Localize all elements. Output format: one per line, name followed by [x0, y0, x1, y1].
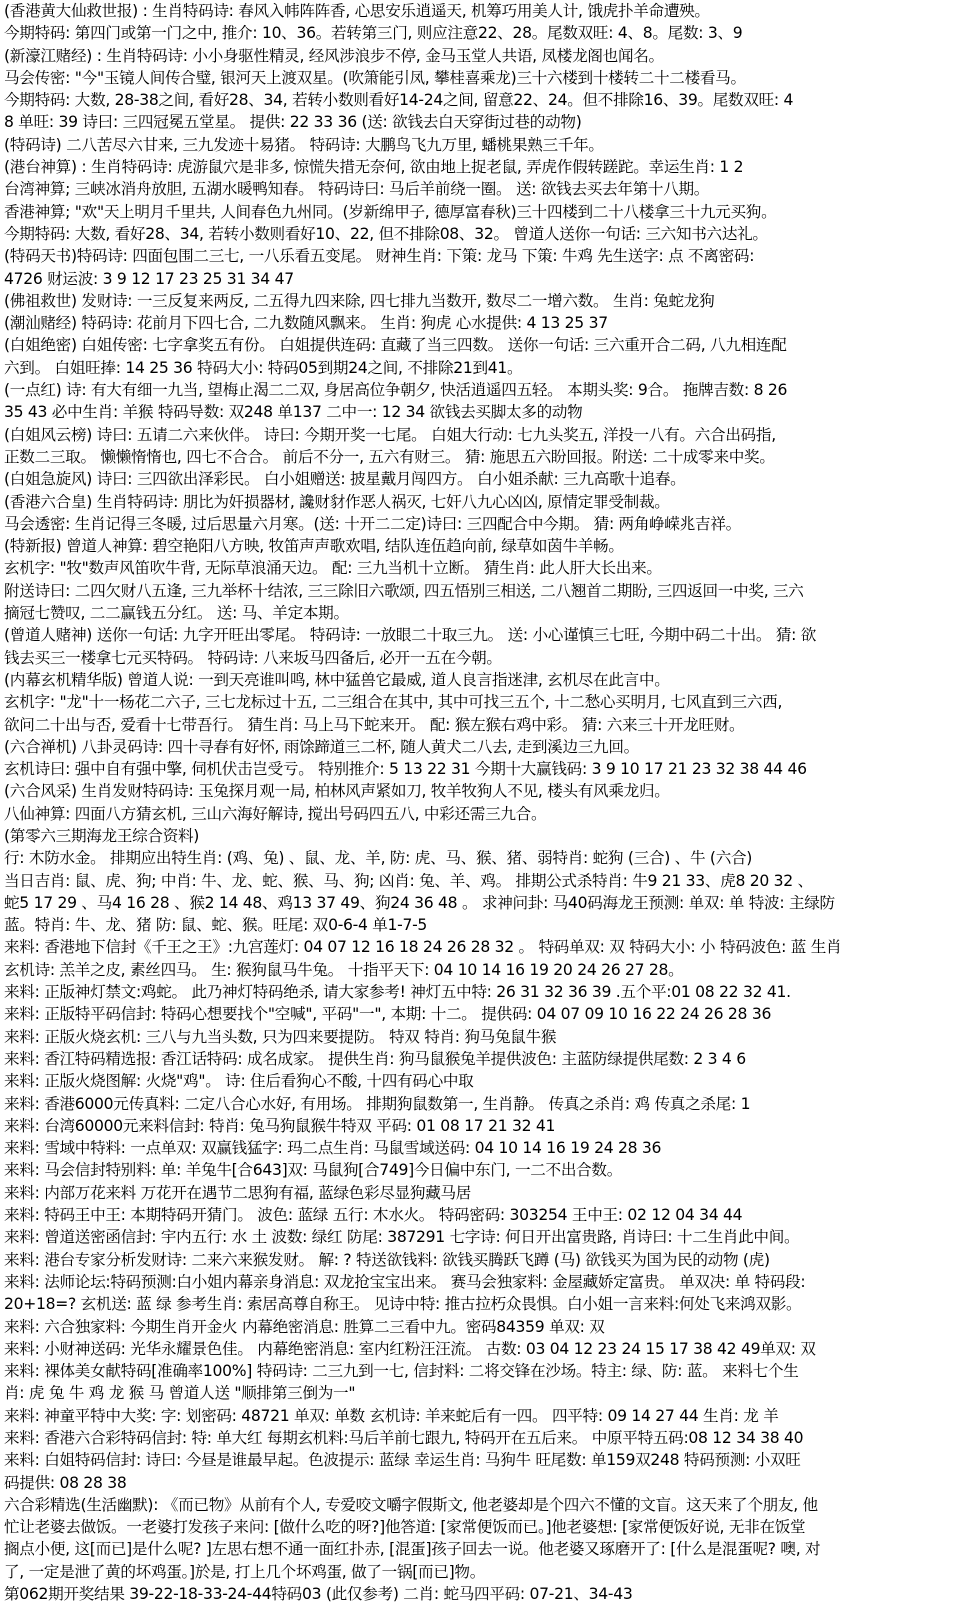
- article-text: [4, 0, 949, 1605]
- text-line: 来料: 六合独家料: 今期生肖开金火 内幕绝密消息: 胜算二三看中九。密码84359 单双: 双: [4, 1317, 605, 1336]
- text-line: 8 单旺: 39 诗曰: 三四冠冕五堂星。 提供: 22 33 36 (送: 欲钱去白天穿街过巷的动物): [4, 113, 582, 132]
- text-line: 来料: 雪域中特料: 一点单双: 双赢钱猛字: 玛二点生肖: 马鼠雪域送码: 04 10 14 16 19 24 28 36: [4, 1139, 662, 1158]
- text-line: 当日吉肖: 鼠、虎、狗; 中肖: 牛、龙、蛇、猴、马、狗; 凶肖: 兔、羊、鸡。 排期公式杀特肖: 牛9 21 33、虎8 20 32 、: [4, 871, 813, 890]
- text-line: 来料: 小财神送码: 光华永耀景色佳。 内幕绝密消息: 室内红粉汪汪流。 古数: 03 04 12 23 24 15 17 38 42 49单双: 双: [4, 1339, 816, 1358]
- text-line: 肖: 虎 兔 牛 鸡 龙 猴 马 曾道人送 "顺排第三倒为一": [4, 1384, 356, 1403]
- text-line: 码提供: 08 28 38: [4, 1473, 127, 1492]
- text-line: 了, 一定是泄了黄的坏鸡蛋。]於是, 打上几个坏鸡蛋, 做了一锅[而已]物。: [4, 1562, 486, 1581]
- text-line: (白姐风云榜) 诗曰: 五请二六来伙伴。 诗曰: 今期开奖一七尾。 白姐大行动: 七九头奖五, 洋投一八有。六合出码指,: [4, 425, 776, 444]
- text-line: 来料: 正版特平码信封: 特码心想要找个"空喊", 平码"一", 本期: 十二。 提供码: 04 07 09 10 16 22 24 26 28 36: [4, 1005, 772, 1024]
- text-line: (六合风采) 生肖发财特码诗: 玉兔探月观一局, 柏林风声紧如刀, 牧羊牧狗人不见, 楼头有风乘龙归。: [4, 782, 670, 801]
- text-line: (白姐绝密) 白姐传密: 七字拿奖五有份。 白姐提供连码: 直藏了当三四数。 送你一句话: 三六重开合二码, 八九相连配: [4, 336, 787, 355]
- text-line: 八仙神算: 四面八方猜玄机, 三山六海好解诗, 搅出号码四五八, 中彩还需三九合。: [4, 804, 547, 823]
- text-line: 4726 财运波: 3 9 12 17 23 25 31 34 47: [4, 269, 294, 288]
- text-line: (内幕玄机精华版) 曾道人说: 一到天亮谁叫鸣, 林中猛兽它最威, 道人良言指迷津, 玄机尽在此言中。: [4, 670, 670, 689]
- text-line: 香港神算; "欢"天上明月千里共, 人间春色九州同。(岁新绵甲子, 德厚富春秋)三十四楼到二十八楼拿三十九元买狗。: [4, 202, 777, 221]
- text-line: 钱去买三一楼拿七元买特码。 特码诗: 八来坂马四备后, 必开一五在今朝。: [4, 648, 502, 667]
- text-line: 来料: 香港地下信封《千王之王》:九宫莲灯: 04 07 12 16 18 24 26 28 32 。 特码单双: 双 特码大小: 小 特码波色: 蓝 生肖: [4, 938, 842, 957]
- text-line: (白姐急旋风) 诗曰: 三四欲出泽彩民。 白小姐赠送: 披星戴月闯四方。 白小姐杀献: 三九高歌十追春。: [4, 470, 686, 489]
- text-line: 欲问二十出与否, 爱看十七带吾行。 猜生肖: 马上马下蛇来开。 配: 猴左猴右鸡中彩。 猜: 六来三十开龙旺财。: [4, 715, 745, 734]
- text-line: 摘冠七赞叹, 二二赢钱五分红。 送: 马、羊定本期。: [4, 604, 349, 623]
- text-line: 搁点小便, 这[而已]是什么呢? ]左思右想不通一面红扑赤, [混蛋]孩子回去一说。他老婆又琢磨开了: [什么是混蛋呢? 噢, 对: [4, 1540, 821, 1559]
- text-line: 今期特码: 大数, 看好28、34, 若转小数则看好10、22, 但不排除08、32。 曾道人送你一句话: 三六知书六达礼。: [4, 224, 768, 243]
- text-line: 台湾神算; 三峡冰消舟放胆, 五湖水暖鸭知春。 特码诗曰: 马后羊前绕一圈。 送: 欲钱去买去年第十八期。: [4, 180, 710, 199]
- text-line: 来料: 裸体美女献特码[准确率100%] 特码诗: 二三九到一七, 信封料: 二将交锋在沙场。特主: 绿、防: 蓝。 来料七个生: [4, 1362, 799, 1381]
- text-line: 来料: 法师论坛:特码预测:白小姐内幕亲身消息: 双龙抢宝宝出来。 赛马会独家料: 金屋藏娇定富贵。 单双决: 单 特码段:: [4, 1272, 806, 1291]
- text-line: (香港黄大仙救世报) : 生肖特码诗: 春风入帏阵阵香, 心思安乐逍遥天, 机筹巧用美人计, 饿虎扑羊命遭殃。: [4, 2, 710, 20]
- text-line: 20+18=? 玄机送: 蓝 绿 参考生肖: 索居高尊自称王。 见诗中特: 推古拉朽众畏惧。白小姐一言来料:何处飞来鸿双影。: [4, 1295, 802, 1314]
- text-line: 六合彩精选(生活幽默): 《而已物》从前有个人, 专爱咬文嚼字假斯文, 他老婆却是个四六不懂的文盲。这天来了个朋友, 他: [4, 1495, 818, 1514]
- text-line: (一点红) 诗: 有大有细一九当, 望梅止渴二二双, 身居高位争朝夕, 快活逍遥四五轻。 本期头奖: 9合。 拖牌吉数: 8 26: [4, 381, 788, 400]
- text-line: (特新报) 曾道人神算: 碧空艳阳八方映, 牧笛声声歌欢唱, 结队连伍趋向前, 绿草如茵牛羊畅。: [4, 537, 624, 556]
- text-line: 来料: 台湾60000元来料信封: 特肖: 兔马狗鼠猴牛特双 平码: 01 08 17 21 32 41: [4, 1116, 556, 1135]
- text-line: 玄机字: "牧"数声风笛吹牛背, 无际草浪涌天边。 配: 三九当机十立断。 猜生肖: 此人肝大长出来。: [4, 559, 662, 578]
- text-line: 来料: 神童平特中大奖: 字: 划密码: 48721 单双: 单数 玄机诗: 羊来蛇后有一四。 四平特: 09 14 27 44 生肖: 龙 羊: [4, 1406, 779, 1425]
- text-line: (六合禅机) 八卦灵码诗: 四十寻春有好怀, 雨馀蹄道三二杯, 随人黄犬二八去, 走到溪边三九回。: [4, 737, 639, 756]
- text-line: (特码诗) 二八苦尽六甘来, 三九发迹十易猪。 特码诗: 大鹏鸟飞九万里, 蟠桃果熟三千年。: [4, 135, 604, 154]
- text-line: 玄机诗: 羔羊之皮, 素丝四马。 生: 猴狗鼠马牛兔。 十指平天下: 04 10 14 16 19 20 24 26 27 28。: [4, 960, 684, 979]
- text-line: 来料: 港台专家分析发财诗: 二来六来猴发财。 解: ? 特送欲钱料: 欲钱买腾跃飞蹲 (马) 欲钱买为国为民的动物 (虎): [4, 1250, 770, 1269]
- text-line: (曾道人赌神) 送你一句话: 九字开旺出零尾。 特码诗: 一放眼二十取三九。 送: 小心谨慎三七旺, 今期中码二十出。 猜: 欲: [4, 626, 817, 645]
- text-line: 附送诗曰: 二四欠财八五逢, 三九举杯十结浓, 三三除旧六歌颂, 四五悟别三相送, 二八翘首二期盼, 三四返回一中奖, 三六: [4, 581, 804, 600]
- text-line: 正数二三取。 懒懒惰惰也, 四七不合合。 前后不分一, 五六有财三。 猜: 施思五六盼回报。附送: 二十成零来中奖。: [4, 447, 775, 466]
- text-line: (潮汕赌经) 特码诗: 花前月下四七合, 二九数随风飘来。 生肖: 狗虎 心水提供: 4 13 25 37: [4, 314, 608, 333]
- text-line: (第零六三期海龙王综合资料): [4, 826, 200, 845]
- text-line: 来料: 白姐特码信封: 诗曰: 今昼是谁最早起。色波提示: 蓝绿 幸运生肖: 马狗牛 旺尾数: 单159双248 特码预测: 小双旺: [4, 1451, 801, 1470]
- text-line: 来料: 正版火烧玄机: 三八与九当头数, 只为四来要提防。 特双 特肖: 狗马兔鼠牛猴: [4, 1027, 557, 1046]
- text-line: 来料: 特码王中王: 本期特码开猜门。 波色: 蓝绿 五行: 木水火。 特码密码: 303254 王中王: 02 12 04 34 44: [4, 1206, 743, 1225]
- text-line: 第062期开奖结果 39-22-18-33-24-44特码03 (此仅参考) 二肖: 蛇马四平码: 07-21、34-43: [4, 1585, 633, 1604]
- text-line: 来料: 马会信封特别料: 单: 羊兔牛[合643]双: 马鼠狗[合749]今日偏中东门, 一二不出合数。: [4, 1161, 623, 1180]
- text-line: (特码天书)特码诗: 四面包围二三七, 一八乐看五变尾。 财神生肖: 下策: 龙马 下策: 牛鸡 先生送字: 点 不离密码:: [4, 247, 755, 266]
- text-line: 玄机诗曰: 强中自有强中擎, 伺机伏击岂受亏。 特别推介: 5 13 22 31 今期十大赢钱码: 3 9 10 17 21 23 32 38 44 46: [4, 760, 807, 779]
- text-line: 来料: 曾道送密函信封: 宇内五行: 水 土 波数: 绿红 防尾: 387291 七字诗: 何日开出富贵路, 肖诗曰: 十二生肖此中间。: [4, 1228, 800, 1247]
- text-line: (香港六合皇) 生肖特码诗: 朋比为奸损器材, 讒财豺作恶人祸灭, 七奸八九心凶凶, 原情定罪受制裁。: [4, 492, 670, 511]
- text-line: 六到。 白姐旺捧: 14 25 36 特码大小: 特码05到期24之间, 不排除21到41。: [4, 358, 523, 377]
- text-line: 蓝。特肖: 牛、龙、猪 防: 鼠、蛇、猴。旺尾: 双0-6-4 单1-7-5: [4, 916, 428, 935]
- text-line: (新濠江赌经) : 生肖特码诗: 小小身驱性精灵, 经风涉浪步不停, 金马玉堂人共语, 凤楼龙阁也闻名。: [4, 46, 664, 65]
- text-line: 来料: 正版神灯禁文:鸡蛇。 此乃神灯特码绝杀, 请大家参考! 神灯五中特: 26 31 32 36 39 .五个平:01 08 22 32 41.: [4, 983, 791, 1002]
- text-line: 玄机字: "龙"十一杨花二六子, 三七龙标过十五, 二三组合在其中, 其中可找三五个, 十二愁心买明月, 七风直到三六西,: [4, 693, 783, 712]
- text-line: 来料: 香港六合彩特码信封: 特: 单大红 每期玄机料:马后羊前七跟九, 特码开在五后来。 中原平特五码:08 12 34 38 40: [4, 1429, 804, 1447]
- text-line: 行: 木防水金。 排期应出特生肖: (鸡、兔) 、鼠、龙、羊, 防: 虎、马、猴、猪、弱特肖: 蛇狗 (三合) 、牛 (六合): [4, 849, 753, 868]
- text-line: 马会传密: "今"玉镜人间传合璧, 银河天上渡双星。(吹箫能引凤, 攀桂喜乘龙)三十六楼到十楼转二十二楼看马。: [4, 68, 746, 87]
- text-line: 来料: 正版火烧图解: 火烧"鸡"。 诗: 住后看狗心不酸, 十四有码心中取: [4, 1072, 474, 1091]
- text-line: (港台神算) : 生肖特码诗: 虎游鼠穴是非多, 惊慌失措无奈何, 欲由地上捉老鼠, 弄虎作假转蹉跎。幸运生肖: 1 2: [4, 158, 744, 177]
- text-line: 来料: 香江特码精选报: 香江话特码: 成名成家。 提供生肖: 狗马鼠猴兔羊提供波色: 主蓝防绿提供尾数: 2 3 4 6: [4, 1049, 746, 1068]
- text-line: 今期特码: 第四门或第一门之中, 推介: 10、36。若转第三门, 则应注意22、28。尾数双旺: 4、8。尾数: 3、9: [4, 24, 743, 43]
- text-line: 蛇5 17 29 、马4 16 28 、猴2 14 48、鸡13 37 49、狗24 36 48 。 求神问卦: 马40码海龙王预测: 单双: 单 特波: 主绿防: [4, 893, 835, 912]
- text-line: 来料: 内部万花来料 万花开在遇节二思狗有福, 蓝绿色彩尽显狗藏马居: [4, 1183, 472, 1202]
- text-line: 今期特码: 大数, 28-38之间, 看好28、34, 若转小数则看好14-24之间, 留意22、24。但不排除16、39。尾数双旺: 4: [4, 91, 794, 110]
- text-line: 35 43 必中生肖: 羊猴 特码导数: 双248 单137 二中一: 12 34 欲钱去买脚太多的动物: [4, 403, 583, 422]
- text-line: 来料: 香港6000元传真料: 二定八合心水好, 有用场。 排期狗鼠数第一, 生肖静。 传真之杀肖: 鸡 传真之杀尾: 1: [4, 1094, 751, 1113]
- text-line: 马会透密: 生肖记得三冬暖, 过后思量六月寒。(送: 十开二二定)诗曰: 三四配合中今期。 猜: 两角峥嵘兆吉祥。: [4, 514, 741, 533]
- text-line: (佛祖救世) 发财诗: 一三反复来两反, 二五得九四来除, 四七排九当数开, 数尽二一增六数。 生肖: 兔蛇龙狗: [4, 291, 715, 310]
- text-line: 忙让老婆去做饭。一老婆打发孩子来问: [做什么吃的呀?]他答道: [家常便饭而已。]他老婆想: [家常便饭好说, 无非在饭堂: [4, 1518, 806, 1537]
